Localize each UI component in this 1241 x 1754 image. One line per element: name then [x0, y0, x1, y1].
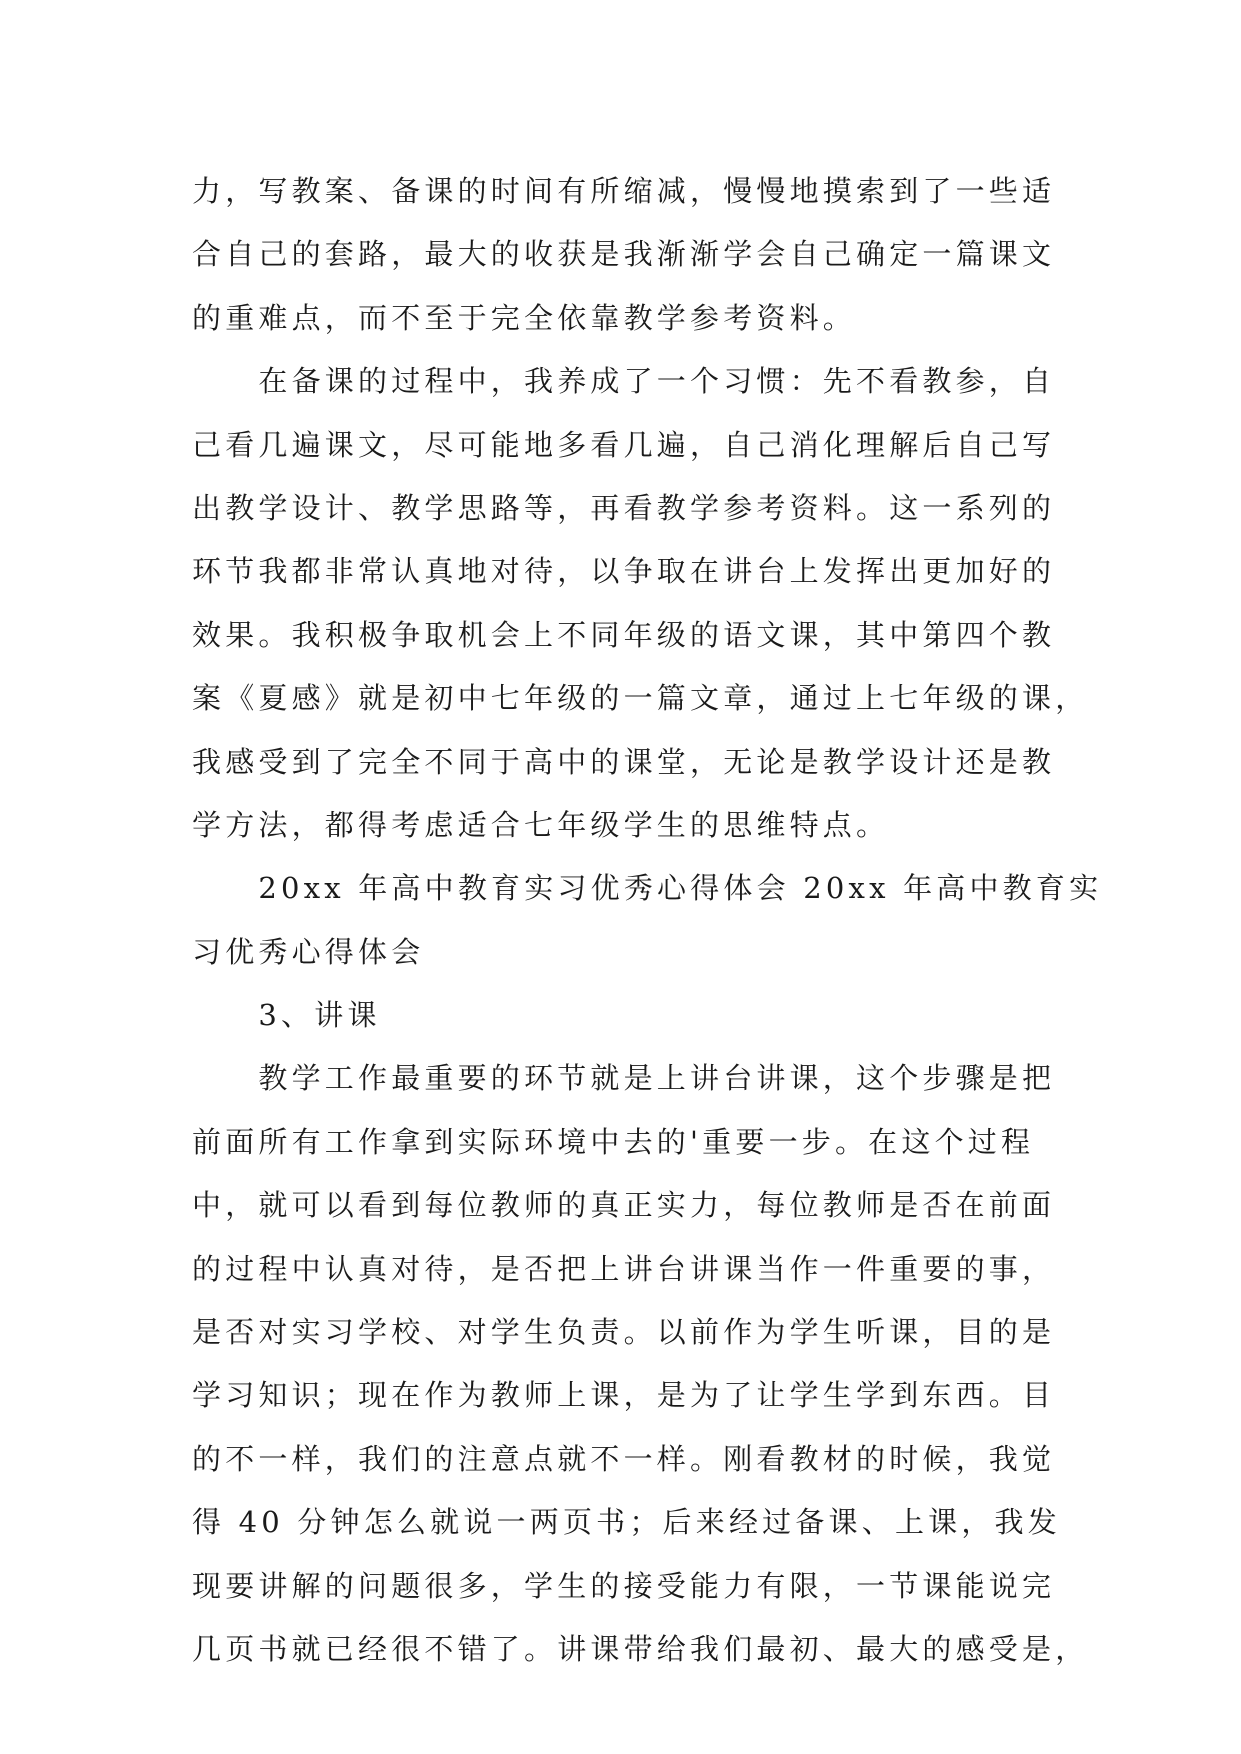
document-body — [192, 160, 1103, 1681]
text-line: 几页书就已经很不错了。讲课带给我们最初、最大的感受是， — [192, 1631, 1089, 1666]
text-line: 案《夏感》就是初中七年级的一篇文章，通过上七年级的课， — [192, 681, 1089, 716]
text-line: 现要讲解的问题很多，学生的接受能力有限，一节课能说完 — [192, 1568, 1056, 1603]
text-line: 教学工作最重要的环节就是上讲台讲课，这个步骤是把 — [192, 1061, 1056, 1096]
text-line: 的过程中认真对待，是否把上讲台讲课当作一件重要的事， — [192, 1251, 1056, 1286]
text-line: 3、讲课 — [192, 998, 381, 1033]
text-line: 学方法，都得考虑适合七年级学生的思维特点。 — [192, 807, 890, 842]
text-line: 我感受到了完全不同于高中的课堂，无论是教学设计还是教 — [192, 744, 1056, 779]
text-line: 在备课的过程中，我养成了一个习惯：先不看教参，自 — [192, 364, 1056, 399]
text-line: 学习知识；现在作为教师上课，是为了让学生学到东西。目 — [192, 1378, 1056, 1413]
text-line: 环节我都非常认真地对待，以争取在讲台上发挥出更加好的 — [192, 554, 1056, 589]
text-line: 习优秀心得体会 — [192, 934, 425, 969]
text-line: 效果。我积极争取机会上不同年级的语文课，其中第四个教 — [192, 617, 1056, 652]
text-line: 前面所有工作拿到实际环境中去的'重要一步。在这个过程 — [192, 1124, 1035, 1159]
text-line: 合自己的套路，最大的收获是我渐渐学会自己确定一篇课文 — [192, 237, 1056, 272]
text-line: 己看几遍课文，尽可能地多看几遍，自己消化理解后自己写 — [192, 427, 1056, 462]
text-line: 的不一样，我们的注意点就不一样。刚看教材的时候，我觉 — [192, 1441, 1056, 1476]
text-line: 的重难点，而不至于完全依靠教学参考资料。 — [192, 300, 857, 335]
text-line: 出教学设计、教学思路等，再看教学参考资料。这一系列的 — [192, 490, 1056, 525]
text-line: 力，写教案、备课的时间有所缩减，慢慢地摸索到了一些适 — [192, 174, 1056, 208]
text-line: 是否对实习学校、对学生负责。以前作为学生听课，目的是 — [192, 1315, 1056, 1350]
text-line: 得 40 分钟怎么就说一两页书；后来经过备课、上课，我发 — [192, 1505, 1061, 1540]
text-line: 20xx 年高中教育实习优秀心得体会 20xx 年高中教育实 — [192, 871, 1103, 906]
text-line: 中，就可以看到每位教师的真正实力，每位教师是否在前面 — [192, 1188, 1056, 1223]
